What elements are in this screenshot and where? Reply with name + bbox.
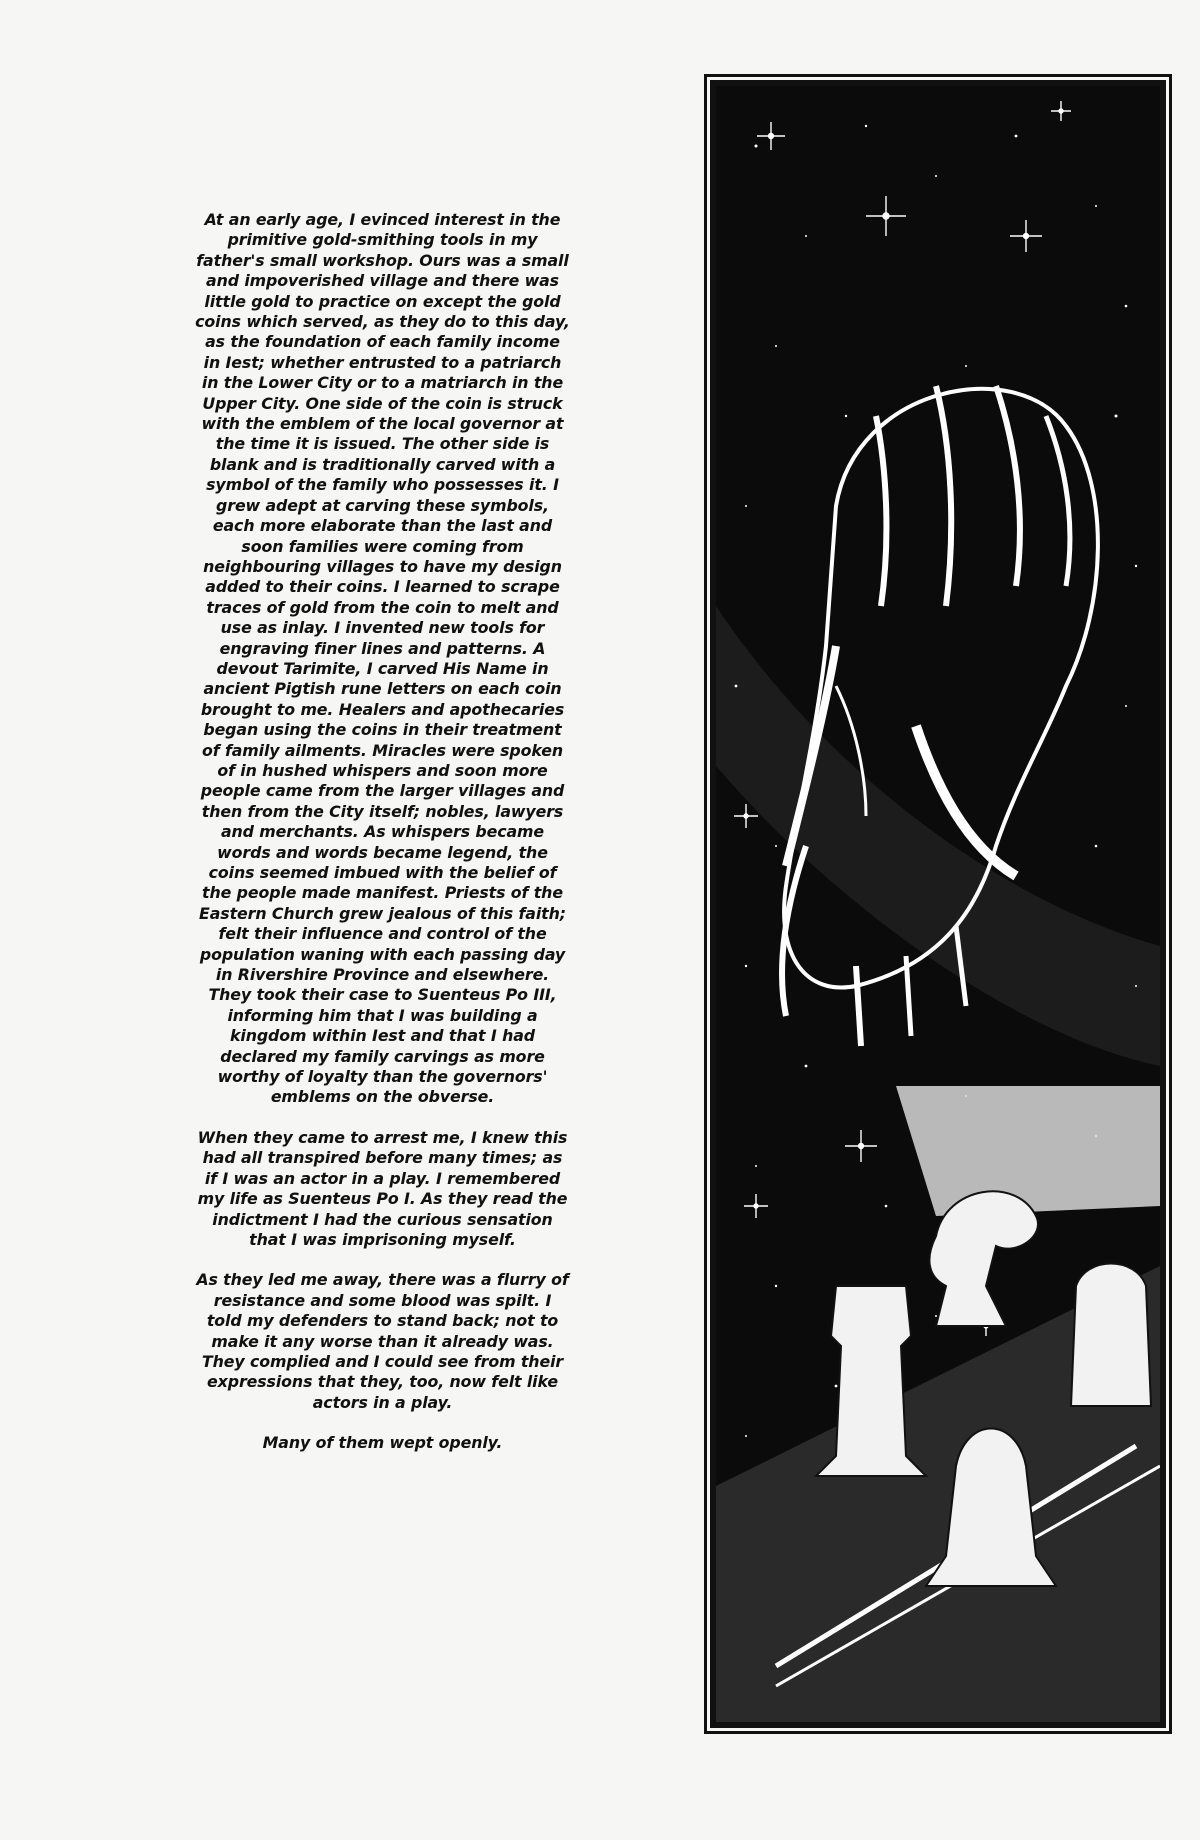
illustration-panel xyxy=(710,80,1166,1728)
story-paragraph-4: Many of them wept openly. xyxy=(262,1433,503,1453)
story-paragraph-2: When they came to arrest me, I knew this had all transpired before many times; as if I was an actor in a play. I remembered my life as Suenteus Po I. As they read the indictment I had the curious sensation that I was imprisoning myself. xyxy=(197,1127,568,1249)
story-paragraph-3: As they led me away, there was a flurry of resistance and some blood was spilt. I told my defenders to stand back; not to make it any worse than it already was. They complied and I could see from their expressions that they, too, now felt like actors in a play. xyxy=(196,1270,569,1412)
pawn-piece-right xyxy=(1071,1264,1151,1407)
story-paragraph-1: At an early age, I evinced interest in the primitive gold-smithing tools in my father's small workshop. Ours was a small and impoverished village and there was little gold to practice on except the gold coins which served, as they do to this day, as the foundation of each family income in Iest; whether entrusted to a patriarch in the Lower City or to a matriarch in the Upper City. One side of the coin is struck with the emblem of the local governor at the time it is issued. The other side is blank and is traditionally carved with a symbol of the family who possesses it. I grew adept at carving these symbols, each more elaborate than the last and soon families were coming from neighbouring villages to have my design added to their coins. I learned to scrape traces of gold from the coin to melt and use as inlay. I invented new tools for engraving finer lines and patterns. A devout Tarimite, I carved His Name in ancient Pigtish rune letters on each coin brought to me. Healers and apothecaries began using the coins in their treatment of family ailments. Miracles were spoken of in hushed whispers and soon more people came from the larger villages and then from the City itself; nobles, lawyers and merchants. As whispers became words and words became legend, the coins seemed imbued with the belief of the people made manifest. Priests of the Eastern Church grew jealous of this faith; felt their influence and control of the population waning with each passing day in Rivershire Province and elsewhere. They took their case to Suenteus Po III, informing him that I was building a kingdom within Iest and that I had declared my family carvings as more worthy of loyalty than the governors' emblems on the obverse. xyxy=(195,210,570,1107)
starfield-illustration xyxy=(716,86,1160,1722)
story-text-column xyxy=(195,210,570,1474)
